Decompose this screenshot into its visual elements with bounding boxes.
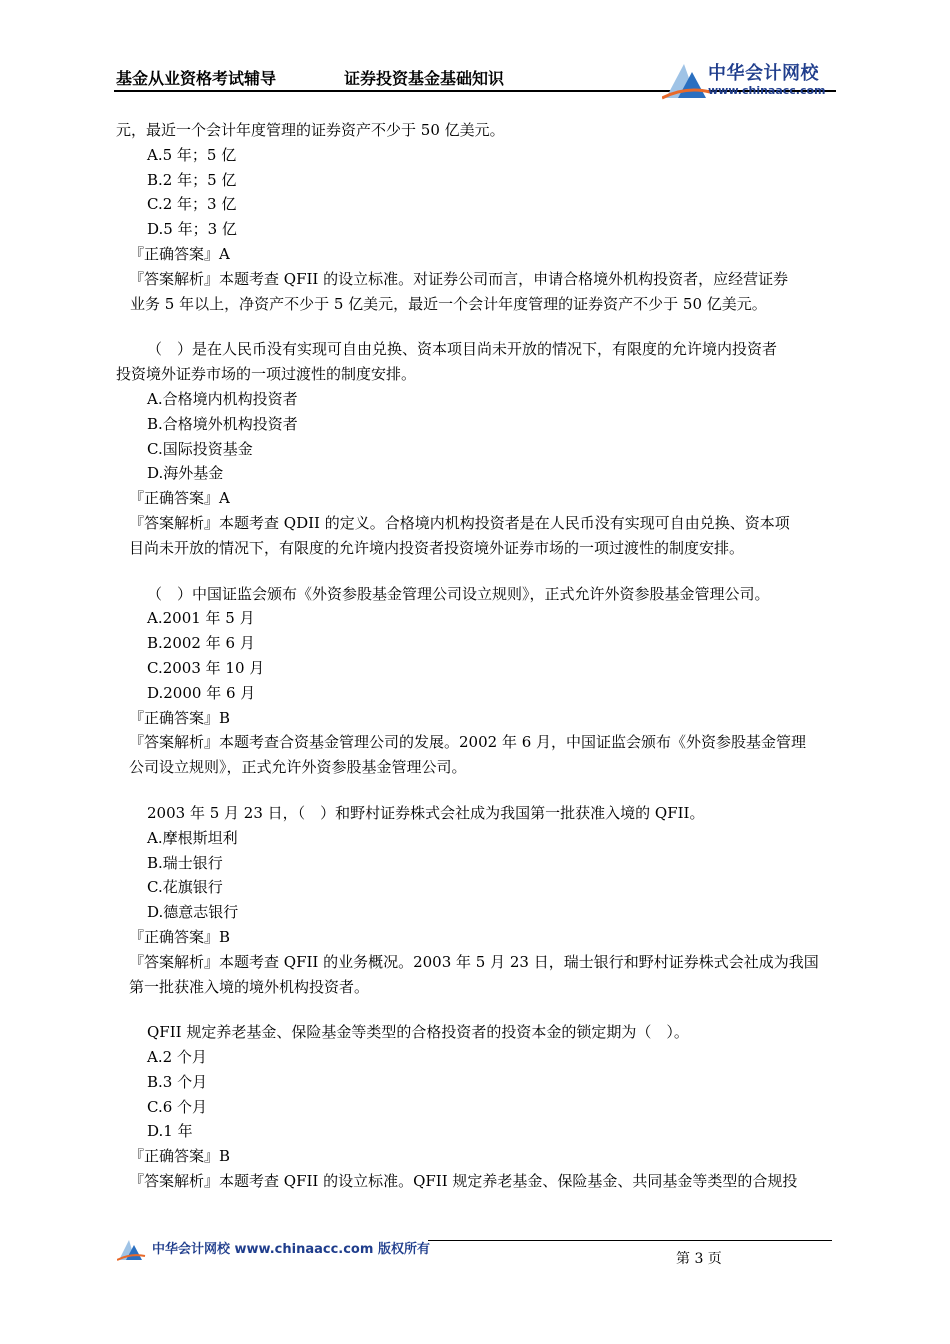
option-d: D.5 年；3 亿 (147, 220, 237, 239)
page-number: 第 3 页 (676, 1251, 722, 1267)
option-d: D.德意志银行 (147, 903, 239, 922)
option-b: B.2 年；5 亿 (147, 170, 237, 189)
option-d: D.2000 年 6 月 (147, 683, 256, 702)
question-block (116, 1020, 840, 1194)
option-c: C.花旗银行 (147, 878, 223, 897)
question-block (116, 118, 840, 316)
footer-divider (428, 1240, 832, 1241)
question-stem: （ ）中国证监会颁布《外资参股基金管理公司设立规则》，正式允许外资参股基金管理公司。 (147, 584, 770, 603)
option-a: A.2 个月 (147, 1048, 207, 1067)
question-block (116, 582, 840, 780)
logo-brand-name: 中华会计网校 (708, 63, 819, 84)
logo-url: www.chinaacc.com (708, 84, 826, 97)
option-d: D.1 年 (147, 1122, 193, 1141)
answer-analysis-cont: 业务 5 年以上，净资产不少于 5 亿美元，最近一个会计年度管理的证券资产不少于 50 亿美元。 (130, 294, 767, 313)
correct-answer: 『正确答案』B (129, 927, 231, 946)
option-c: C.2 年；3 亿 (147, 195, 237, 214)
question-stem: （ ）是在人民币没有实现可自由兑换、资本项目尚未开放的情况下，有限度的允许境内投资者 (147, 340, 778, 359)
answer-analysis: 『答案解析』本题考查合资基金管理公司的发展。2002 年 6 月，中国证监会颁布《外资参股基金管理 (129, 733, 807, 752)
answer-analysis: 『答案解析』本题考查 QFII 的业务概况。2003 年 5 月 23 日，瑞士银行和野村证券株式会社成为我国 (129, 952, 819, 971)
option-a: A.摩根斯坦利 (147, 828, 238, 847)
correct-answer: 『正确答案』B (129, 1147, 231, 1166)
answer-analysis-cont: 第一批获准入境的境外机构投资者。 (129, 977, 370, 996)
option-a: A.合格境内机构投资者 (147, 389, 298, 408)
option-a: A.5 年；5 亿 (147, 145, 237, 164)
option-c: C.6 个月 (147, 1097, 208, 1116)
question-stem-cont: 投资境外证券市场的一项过渡性的制度安排。 (116, 365, 417, 384)
question-block (116, 337, 840, 560)
option-a: A.2001 年 5 月 (147, 609, 255, 628)
question-stem: 2003 年 5 月 23 日，（ ）和野村证券株式会社成为我国第一批获准入境的 QFII。 (147, 803, 705, 822)
answer-analysis-cont: 公司设立规则》，正式允许外资参股基金管理公司。 (129, 758, 467, 777)
answer-analysis: 『答案解析』本题考查 QFII 的设立标准。QFII 规定养老基金、保险基金、共同基金等类型的合规投 (129, 1172, 798, 1191)
question-stem-continued: 元，最近一个会计年度管理的证券资产不少于 50 亿美元。 (116, 121, 505, 139)
document-body (116, 118, 840, 1194)
answer-analysis: 『答案解析』本题考查 QDII 的定义。合格境内机构投资者是在人民币没有实现可自由兑换、资本项 (129, 513, 790, 532)
answer-analysis: 『答案解析』本题考查 QFII 的设立标准。对证券公司而言，申请合格境外机构投资者，应经营证券 (129, 269, 789, 288)
correct-answer: 『正确答案』A (129, 244, 230, 263)
answer-analysis-cont: 目尚未开放的情况下，有限度的允许境内投资者投资境外证券市场的一项过渡性的制度安排。 (129, 538, 745, 557)
option-b: B.合格境外机构投资者 (147, 414, 298, 433)
option-d: D.海外基金 (147, 464, 224, 483)
question-block (116, 801, 840, 999)
correct-answer: 『正确答案』A (129, 489, 230, 508)
footer-copyright: 中华会计网校 www.chinaacc.com 版权所有 (152, 1242, 430, 1257)
chinaacc-logo-icon (117, 1236, 147, 1262)
header-course-title: 基金从业资格考试辅导 (116, 69, 277, 88)
option-b: B.2002 年 6 月 (147, 634, 255, 653)
option-b: B.瑞士银行 (147, 853, 223, 872)
header-subject-title: 证券投资基金基础知识 (344, 69, 505, 88)
correct-answer: 『正确答案』B (129, 708, 231, 727)
option-b: B.3 个月 (147, 1072, 208, 1091)
question-stem: QFII 规定养老基金、保险基金等类型的合格投资者的投资本金的锁定期为（ ）。 (147, 1023, 689, 1042)
option-c: C.国际投资基金 (147, 439, 253, 458)
option-c: C.2003 年 10 月 (147, 658, 265, 677)
